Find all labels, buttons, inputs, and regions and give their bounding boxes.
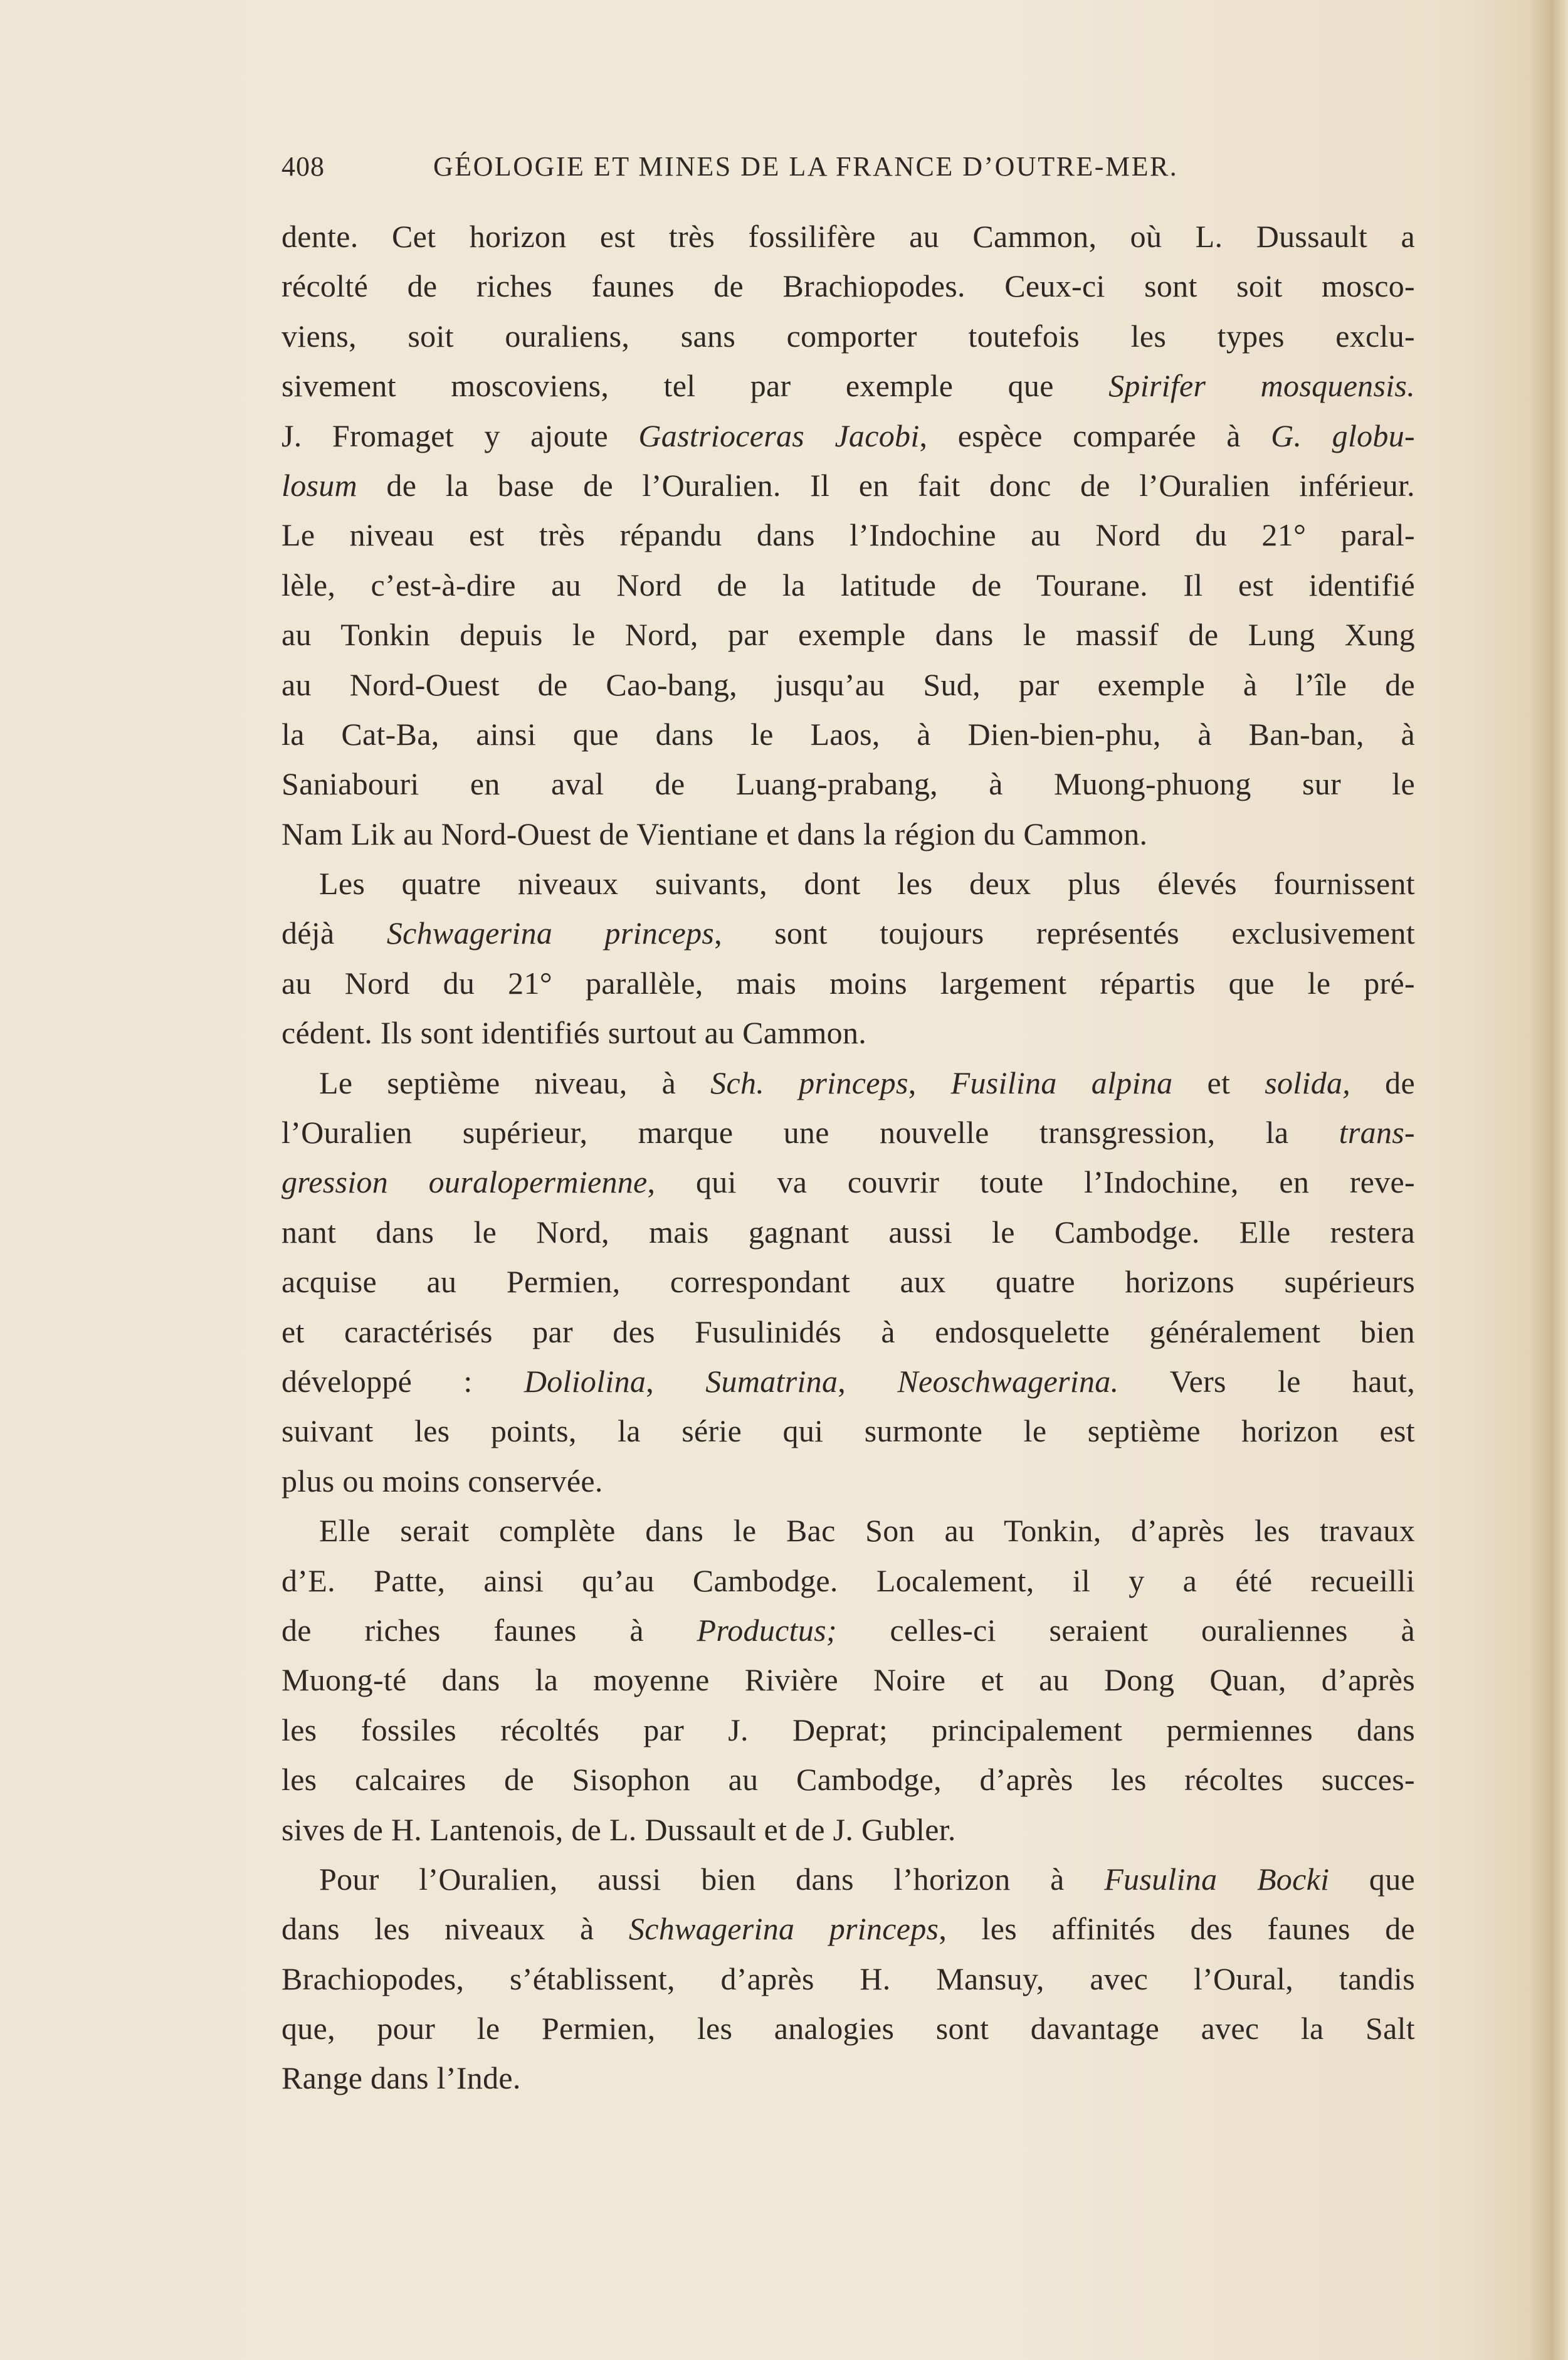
text-segment: , sont toujours représentés exclusivement — [714, 915, 1416, 951]
text-line — [282, 312, 1415, 361]
text-line — [282, 561, 1415, 610]
text-segment: plus ou moins conservée. — [282, 1463, 603, 1499]
text-segment: développé : — [282, 1363, 524, 1399]
text-segment: au Nord du 21° parallèle, mais moins largement répartis que le pré- — [282, 965, 1415, 1001]
text-segment: nant dans le Nord, mais gagnant aussi le Cambodge. Elle restera — [282, 1214, 1415, 1250]
text-line — [282, 1108, 1415, 1157]
text-segment: déjà — [282, 915, 387, 951]
text-line — [282, 610, 1415, 660]
text-segment: acquise au Permien, correspondant aux quatre horizons supérieurs — [282, 1264, 1415, 1300]
italic-text: trans- — [1339, 1115, 1415, 1151]
text-line — [282, 1606, 1415, 1655]
text-segment: Le septième niveau, à — [319, 1065, 711, 1100]
text-segment: suivant les points, la série qui surmonte le septième horizon est — [282, 1413, 1415, 1449]
text-segment: , les affinités des faunes de — [939, 1911, 1415, 1947]
text-segment: de la base de l’Ouralien. Il en fait donc de l’Ouralien inférieur. — [357, 467, 1415, 503]
text-line — [282, 1904, 1415, 1954]
text-segment: les calcaires de Sisophon au Cambodge, d’après les récoltes succes- — [282, 1762, 1415, 1798]
italic-text: gression ouralopermienne — [282, 1164, 648, 1200]
text-line — [282, 212, 1415, 261]
text-segment: l’Ouralien supérieur, marque une nouvelle transgression, la — [282, 1115, 1339, 1151]
body-text — [282, 212, 1415, 2104]
text-line — [282, 411, 1415, 461]
text-line — [282, 1357, 1415, 1406]
text-line — [282, 1506, 1415, 1556]
text-line — [282, 759, 1415, 809]
text-segment: Muong-té dans la moyenne Rivière Noire et au Dong Quan, d’après — [282, 1662, 1415, 1698]
text-segment: viens, soit ouraliens, sans comporter toutefois les types exclu- — [282, 318, 1415, 354]
text-segment: Pour l’Ouralien, aussi bien dans l’horizon à — [319, 1861, 1105, 1897]
italic-text: Productus; — [697, 1612, 837, 1648]
text-segment: celles-ci seraient ouraliennes à — [836, 1612, 1415, 1648]
text-segment: sives de H. Lantenois, de L. Dussault et de J. Gubler. — [282, 1811, 956, 1847]
text-segment: de riches faunes à — [282, 1612, 697, 1648]
italic-text: Fusulina Bocki — [1104, 1861, 1330, 1897]
text-segment: sivement moscoviens, tel par exemple que — [282, 368, 1109, 404]
text-segment: Les quatre niveaux suivants, dont les deux plus élevés fournissent — [319, 866, 1415, 902]
text-segment: Elle serait complète dans le Bac Son au Tonkin, d’après les travaux — [319, 1513, 1415, 1549]
text-line — [282, 1208, 1415, 1257]
text-line — [282, 1257, 1415, 1307]
running-header — [282, 150, 1247, 188]
italic-text: Sch. princeps — [710, 1065, 908, 1100]
text-segment: lèle, c’est-à-dire au Nord de la latitude de Tourane. Il est identifié — [282, 567, 1415, 603]
italic-text: solida, — [1265, 1065, 1351, 1100]
text-segment: Range dans l’Inde. — [282, 2060, 521, 2096]
text-line — [282, 510, 1415, 560]
text-line — [282, 809, 1415, 859]
text-line — [282, 1805, 1415, 1855]
text-segment: Le niveau est très répandu dans l’Indochine au Nord du 21° paral- — [282, 517, 1415, 553]
text-segment: Brachiopodes, s’établissent, d’après H. Mansuy, avec l’Oural, tandis — [282, 1961, 1415, 1996]
italic-text: losum — [282, 467, 357, 503]
text-segment: , — [908, 1065, 951, 1100]
text-line — [282, 1157, 1415, 1207]
text-line — [282, 660, 1415, 710]
text-segment: d’E. Patte, ainsi qu’au Cambodge. Localement, il y a été recueilli — [282, 1562, 1415, 1598]
text-segment: J. Fromaget y ajoute — [282, 418, 639, 453]
text-segment: que, pour le Permien, les analogies sont davantage avec la Salt — [282, 2011, 1415, 2047]
text-segment: cédent. Ils sont identifiés surtout au Cammon. — [282, 1015, 867, 1051]
text-segment: et caractérisés par des Fusulinidés à endosquelette généralement bien — [282, 1314, 1415, 1349]
text-line — [282, 909, 1415, 958]
text-segment: , espèce comparée à — [919, 418, 1271, 453]
text-segment: Nam Lik au Nord-Ouest de Vientiane et dans la région du Cammon. — [282, 816, 1148, 851]
italic-text: Gastrioceras Jacobi — [638, 418, 920, 453]
running-title: GÉOLOGIE ET MINES DE LA FRANCE D’OUTRE-MER. — [433, 151, 1179, 182]
text-line — [282, 2053, 1415, 2103]
text-segment: Vers le haut, — [1118, 1363, 1415, 1399]
text-line — [282, 361, 1415, 411]
page-number: 408 — [282, 151, 325, 182]
italic-text: Schwagerina princeps — [386, 915, 715, 951]
text-segment: , — [838, 1363, 898, 1399]
text-line — [282, 1556, 1415, 1606]
text-segment: Saniabouri en aval de Luang-prabang, à Muong-phuong sur le — [282, 766, 1415, 802]
italic-text: Spirifer mosquensis. — [1108, 368, 1415, 404]
text-line — [282, 1058, 1415, 1108]
italic-text: Fusilina alpina — [950, 1065, 1173, 1100]
text-segment: dente. Cet horizon est très fossilifère au Cammon, où L. Dussault a — [282, 219, 1415, 254]
italic-text: Neoschwagerina. — [897, 1363, 1119, 1399]
text-line — [282, 710, 1415, 759]
text-segment: de — [1350, 1065, 1415, 1100]
text-line — [282, 261, 1415, 311]
text-segment: que — [1329, 1861, 1415, 1897]
text-line — [282, 859, 1415, 909]
text-segment: dans les niveaux à — [282, 1911, 629, 1947]
text-line — [282, 1705, 1415, 1755]
italic-text: Schwagerina princeps — [628, 1911, 939, 1947]
text-line — [282, 1008, 1415, 1058]
text-line — [282, 1655, 1415, 1705]
italic-text: Doliolina — [524, 1363, 646, 1399]
italic-text: Sumatrina — [705, 1363, 838, 1399]
text-line — [282, 1307, 1415, 1357]
text-segment: , qui va couvrir toute l’Indochine, en reve- — [647, 1164, 1415, 1200]
text-segment: au Tonkin depuis le Nord, par exemple dans le massif de Lung Xung — [282, 617, 1415, 653]
text-line — [282, 2004, 1415, 2053]
text-line — [282, 461, 1415, 510]
text-line — [282, 1855, 1415, 1904]
text-segment: au Nord-Ouest de Cao-bang, jusqu’au Sud, par exemple à l’île de — [282, 666, 1415, 702]
text-segment: les fossiles récoltés par J. Deprat; principalement permiennes dans — [282, 1712, 1415, 1747]
text-line — [282, 959, 1415, 1008]
italic-text: G. globu- — [1271, 418, 1415, 453]
text-line — [282, 1406, 1415, 1456]
text-segment: , — [646, 1363, 706, 1399]
text-segment: et — [1172, 1065, 1265, 1100]
text-line — [282, 1457, 1415, 1506]
text-segment: la Cat-Ba, ainsi que dans le Laos, à Dien-bien-phu, à Ban-ban, à — [282, 716, 1415, 752]
text-line — [282, 1954, 1415, 2004]
text-segment: récolté de riches faunes de Brachiopodes. Ceux-ci sont soit mosco- — [282, 268, 1415, 304]
text-line — [282, 1755, 1415, 1804]
